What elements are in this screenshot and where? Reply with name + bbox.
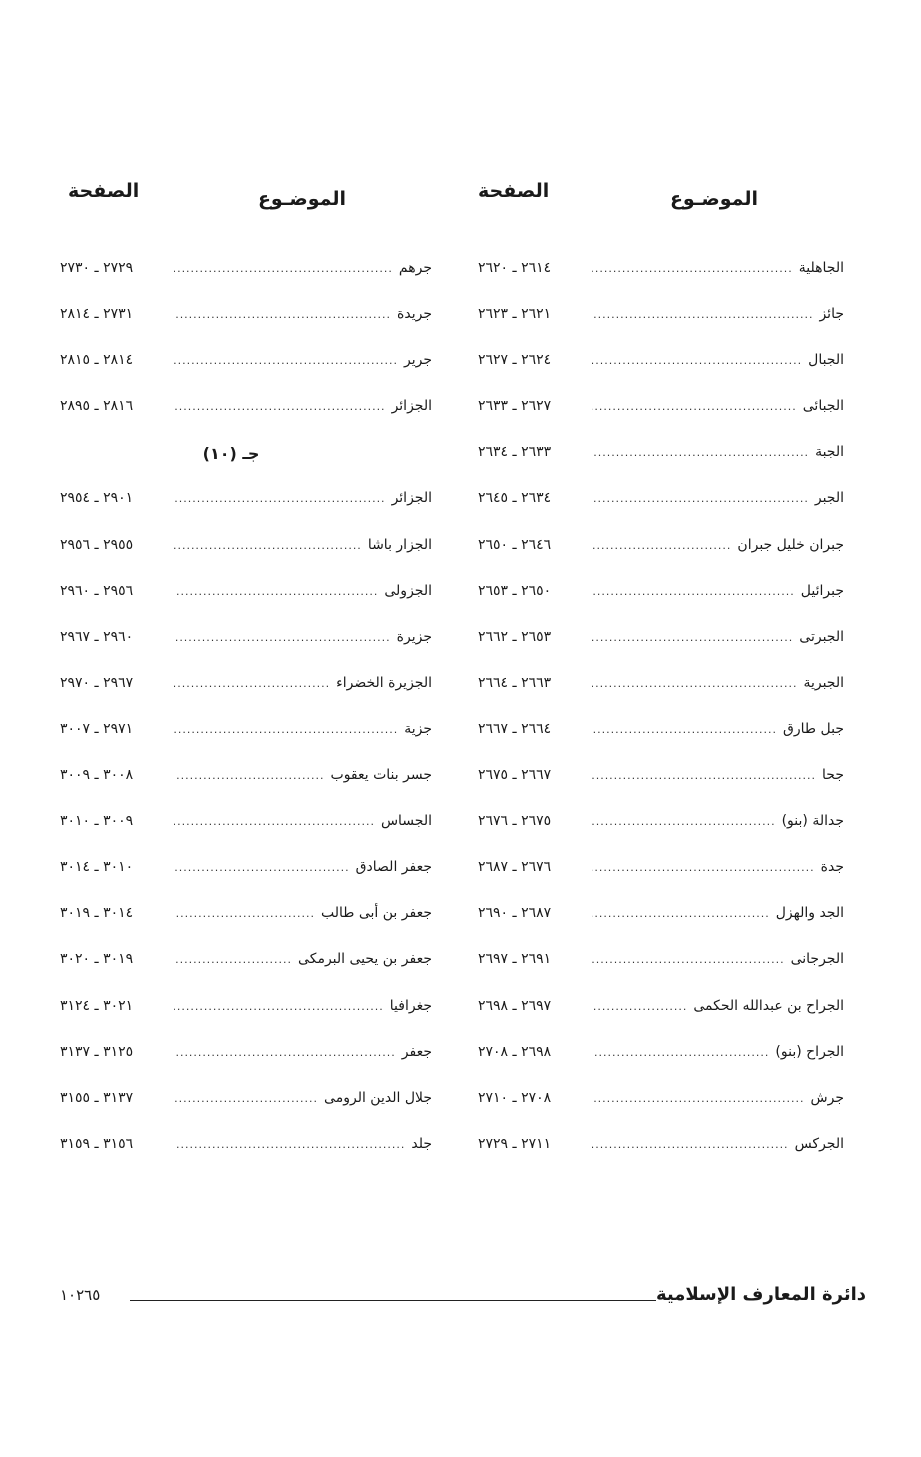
- entry-topic: جحا: [822, 767, 844, 784]
- leader-dots: [592, 308, 813, 321]
- entry-pages: ٢٦٢٧ ـ ٢٦٣٣: [478, 398, 552, 415]
- entry-topic: الجراح بن عبدالله الحكمى: [693, 997, 844, 1014]
- entry-pages: ٢٦٧٥ ـ ٢٦٧٦: [478, 813, 552, 830]
- column-header: [60, 180, 432, 220]
- index-entry: [60, 951, 432, 997]
- journal-title: دائرة المعارف الإسلامية: [655, 1284, 866, 1305]
- entry-topic: الجركس: [794, 1135, 844, 1152]
- entry-topic: جغرافيا: [389, 997, 432, 1014]
- entry-topic: جبل طارق: [783, 720, 844, 737]
- entry-topic: جدالة (بنو): [781, 813, 844, 830]
- leader-dots: [174, 585, 378, 598]
- entry-topic: جرير: [404, 352, 432, 369]
- entry-pages: ٢٦١٤ ـ ٢٦٢٠: [478, 260, 552, 276]
- index-entry: [60, 306, 432, 352]
- entry-pages: ٢٩٠١ ـ ٢٩٥٤: [60, 490, 134, 507]
- entry-topic: جسر بنات يعقوب: [330, 767, 432, 784]
- leader-dots: [592, 907, 770, 920]
- index-entry: [478, 813, 844, 859]
- entry-topic: الجد والهزل: [775, 905, 844, 922]
- entry-list: [60, 490, 432, 1181]
- entry-topic: جرش: [810, 1089, 844, 1106]
- index-entry: [478, 767, 844, 813]
- leader-dots: [174, 1046, 396, 1059]
- entry-pages: ٢٦٩٨ ـ ٢٧٠٨: [478, 1043, 552, 1060]
- index-entry: [478, 629, 844, 675]
- entry-topic: الجزولى: [384, 582, 432, 599]
- entry-pages: ٢٦٢١ ـ ٢٦٢٣: [478, 306, 552, 323]
- index-entry: [60, 1044, 432, 1090]
- entry-topic: جعفر: [401, 1043, 432, 1060]
- index-entry: [60, 813, 432, 859]
- index-column-right: [478, 180, 844, 1182]
- entry-topic: جزية: [404, 720, 432, 737]
- entry-topic: الجزائر: [391, 398, 432, 415]
- entry-topic: الجزار باشا: [367, 536, 432, 553]
- leader-dots: [174, 723, 398, 736]
- entry-topic: جرهم: [398, 260, 432, 276]
- leader-dots: [174, 539, 362, 552]
- entry-pages: ٢٦٣٣ ـ ٢٦٣٤: [478, 444, 552, 461]
- index-entry: [478, 306, 844, 352]
- leader-dots: [592, 539, 731, 552]
- entry-pages: ٢٦٥٠ ـ ٢٦٥٣: [478, 582, 552, 599]
- entry-topic: الجرجانى: [790, 951, 844, 968]
- entry-pages: ٣٠١٤ ـ ٣٠١٩: [60, 905, 134, 922]
- entry-pages: ٢٦٩١ ـ ٢٦٩٧: [478, 951, 552, 968]
- index-entry: [478, 444, 844, 490]
- page-number: ١٠٢٦٥: [60, 1286, 101, 1304]
- entry-topic: الجبال: [808, 352, 844, 369]
- leader-dots: [592, 815, 776, 828]
- entry-pages: ٣٠٠٩ ـ ٣٠١٠: [60, 813, 134, 830]
- index-entry: [60, 398, 432, 444]
- entry-topic: جائز: [819, 306, 844, 323]
- leader-dots: [592, 354, 802, 367]
- entry-pages: ٣١٣٧ ـ ٣١٥٥: [60, 1089, 134, 1106]
- leader-dots: [174, 953, 292, 966]
- leader-dots: [592, 861, 815, 874]
- leader-dots: [592, 769, 816, 782]
- entry-topic: جلد: [411, 1135, 432, 1152]
- entry-pages: ٣٠١٠ ـ ٣٠١٤: [60, 859, 134, 876]
- entry-topic: الجبة: [815, 444, 844, 461]
- index-entry: [478, 537, 844, 583]
- entry-pages: ٢٨١٦ ـ ٢٨٩٥: [60, 398, 134, 415]
- leader-dots: [174, 769, 325, 782]
- index-entry: [60, 1090, 432, 1136]
- entry-pages: ٣١٥٦ ـ ٣١٥٩: [60, 1135, 134, 1152]
- leader-dots: [592, 1138, 789, 1151]
- entry-pages: ٢٦٦٤ ـ ٢٦٦٧: [478, 720, 552, 737]
- leader-dots: [174, 1092, 318, 1105]
- entry-topic: الجبر: [814, 490, 844, 507]
- leader-dots: [592, 1000, 687, 1013]
- topic-header: الموضـوع: [669, 188, 758, 210]
- entry-topic: جعفر بن يحيى البرمكى: [298, 951, 432, 968]
- index-entry: [60, 490, 432, 536]
- index-entry: [60, 998, 432, 1044]
- entry-pages: ٢٩٥٥ ـ ٢٩٥٦: [60, 536, 134, 553]
- entry-pages: ٢٩٧١ ـ ٣٠٠٧: [60, 720, 134, 737]
- index-entry: [60, 767, 432, 813]
- index-entry: [478, 1044, 844, 1090]
- leader-dots: [592, 585, 795, 598]
- leader-dots: [592, 446, 809, 459]
- index-entry: [478, 998, 844, 1044]
- index-entry: [478, 352, 844, 398]
- leader-dots: [592, 723, 777, 736]
- leader-dots: [174, 1138, 405, 1151]
- leader-dots: [174, 492, 386, 505]
- entry-pages: ٣٠٢١ ـ ٣١٢٤: [60, 997, 134, 1014]
- entry-pages: ٢٦٦٧ ـ ٢٦٧٥: [478, 767, 552, 784]
- leader-dots: [174, 677, 330, 690]
- entry-topic: جبرائيل: [800, 582, 844, 599]
- leader-dots: [174, 354, 398, 367]
- index-entry: [60, 1136, 432, 1182]
- leader-dots: [174, 1000, 384, 1013]
- entry-pages: ٢٧٣١ ـ ٢٨١٤: [60, 306, 134, 323]
- leader-dots: [592, 953, 785, 966]
- leader-dots: [592, 1046, 769, 1059]
- index-entry: [60, 675, 432, 721]
- index-entry: [478, 721, 844, 767]
- section-heading: [60, 444, 432, 490]
- index-entry: [478, 1136, 844, 1182]
- page-footer: [60, 1284, 866, 1314]
- entry-pages: ٢٩٦٧ ـ ٢٩٧٠: [60, 674, 134, 691]
- index-entry: [60, 859, 432, 905]
- entry-pages: ٢٧٠٨ ـ ٢٧١٠: [478, 1089, 552, 1106]
- index-entry: [478, 1090, 844, 1136]
- index-entry: [60, 537, 432, 583]
- entry-pages: ٢٦٧٦ ـ ٢٦٨٧: [478, 859, 552, 876]
- index-entry: [478, 398, 844, 444]
- entry-pages: ٢٦٥٣ ـ ٢٦٦٢: [478, 628, 552, 645]
- index-entry: [478, 905, 844, 951]
- entry-topic: الجاهلية: [798, 260, 844, 276]
- leader-dots: [592, 262, 793, 275]
- entry-pages: ٢٨١٤ ـ ٢٨١٥: [60, 352, 134, 369]
- entry-pages: ٣١٢٥ ـ ٣١٣٧: [60, 1043, 134, 1060]
- entry-pages: ٢٦٦٣ ـ ٢٦٦٤: [478, 674, 552, 691]
- leader-dots: [174, 308, 391, 321]
- index-entry: [60, 721, 432, 767]
- entry-topic: جريدة: [397, 306, 432, 323]
- index-entry: [478, 583, 844, 629]
- entry-topic: الجساس: [380, 813, 432, 830]
- entry-pages: ٢٦٣٤ ـ ٢٦٤٥: [478, 490, 552, 507]
- index-entry: [60, 905, 432, 951]
- entry-pages: ٢٩٦٠ ـ ٢٩٦٧: [60, 628, 134, 645]
- leader-dots: [592, 677, 797, 690]
- index-entry: [60, 629, 432, 675]
- entry-topic: الجزائر: [391, 490, 432, 507]
- leader-dots: [174, 631, 391, 644]
- leader-dots: [174, 861, 350, 874]
- entry-topic: جدة: [820, 859, 844, 876]
- entry-pages: ٢٧١١ ـ ٢٧٢٩: [478, 1135, 552, 1152]
- entry-pages: ٢٦٤٦ ـ ٢٦٥٠: [478, 536, 552, 553]
- index-entry: [478, 675, 844, 721]
- entry-topic: الجبرتى: [799, 628, 844, 645]
- leader-dots: [174, 262, 393, 275]
- entry-list: [478, 260, 844, 1182]
- index-entry: [478, 951, 844, 997]
- index-entry: [60, 583, 432, 629]
- entry-topic: جلال الدين الرومى: [324, 1089, 432, 1106]
- index-entry: [478, 859, 844, 905]
- page-header: الصفحة: [68, 180, 140, 202]
- entry-topic: جعفر الصادق: [355, 859, 432, 876]
- entry-topic: جعفر بن أبى طالب: [321, 905, 432, 922]
- leader-dots: [592, 400, 797, 413]
- entry-pages: ٢٩٥٦ ـ ٢٩٦٠: [60, 582, 134, 599]
- entry-pages: ٢٧٢٩ ـ ٢٧٣٠: [60, 260, 134, 276]
- footer-rule: [130, 1300, 656, 1301]
- page-header: الصفحة: [478, 180, 550, 202]
- index-entry: [60, 260, 432, 306]
- index-entry: [478, 260, 844, 306]
- entry-pages: ٢٦٩٧ ـ ٢٦٩٨: [478, 997, 552, 1014]
- entry-topic: جبران خليل جبران: [737, 536, 844, 553]
- entry-topic: الجبرية: [803, 674, 844, 691]
- entry-topic: جزيرة: [396, 628, 432, 645]
- leader-dots: [592, 631, 793, 644]
- entry-pages: ٣٠١٩ ـ ٣٠٢٠: [60, 951, 134, 968]
- topic-header: الموضـوع: [257, 188, 346, 210]
- entry-pages: ٢٦٢٤ ـ ٢٦٢٧: [478, 352, 552, 369]
- column-header: [478, 180, 844, 220]
- entry-list: [60, 260, 432, 444]
- index-column-left: [60, 180, 432, 1182]
- leader-dots: [174, 907, 315, 920]
- entry-topic: الجزيرة الخضراء: [336, 674, 432, 691]
- index-entry: [60, 352, 432, 398]
- section-heading-label: جـ (١٠): [202, 444, 260, 464]
- entry-pages: ٣٠٠٨ ـ ٣٠٠٩: [60, 767, 134, 784]
- index-entry: [478, 490, 844, 536]
- leader-dots: [592, 1092, 805, 1105]
- entry-pages: ٢٦٨٧ ـ ٢٦٩٠: [478, 905, 552, 922]
- leader-dots: [174, 815, 375, 828]
- leader-dots: [592, 492, 809, 505]
- leader-dots: [174, 400, 386, 413]
- entry-topic: الجبائى: [802, 398, 844, 415]
- entry-topic: الجراح (بنو): [775, 1043, 844, 1060]
